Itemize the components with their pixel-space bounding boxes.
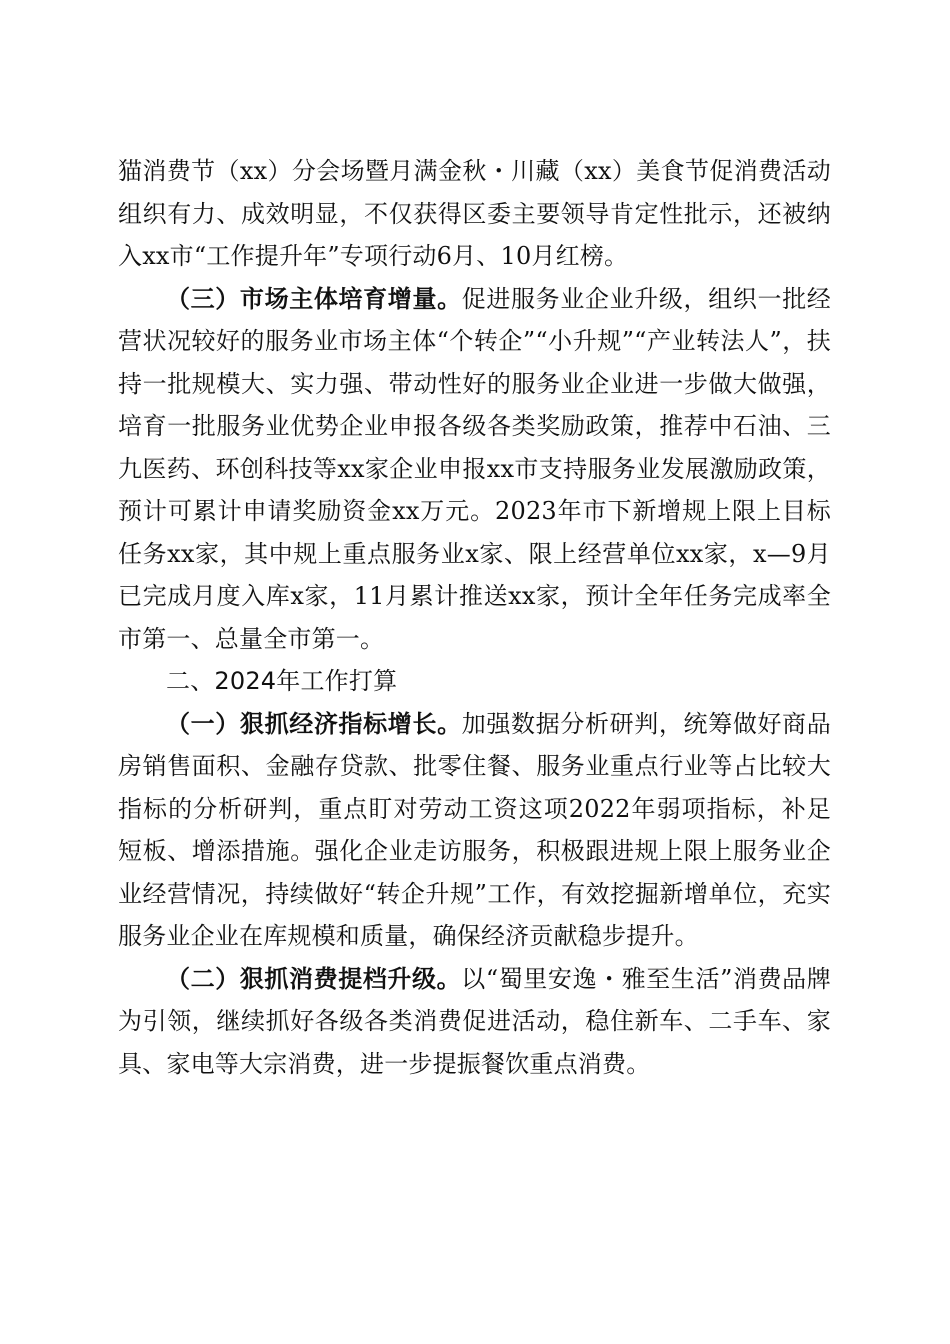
- paragraph-continued: [118, 150, 831, 278]
- paragraph-text: 促进服务业企业升级，组织一批经营状况较好的服务业市场主体“个转企”“小升规”“产业转法人”，扶持一批规模大、实力强、带动性好的服务业企业进一步做大做强，培育一批服务业优势企业申报各级各类奖励政策，推荐中石油、三九医药、环创科技等xx家企业申报xx市支持服务业发展激励政策，预计可累计申请奖励资金xx万元。2023年市下新增规上限上目标任务xx家，其中规上重点服务业x家、限上经营单位xx家，x—9月已完成月度入库x家，11月累计推送xx家，预计全年任务完成率全市第一、总量全市第一。: [118, 284, 831, 653]
- paragraph-consumption-upgrade: [118, 958, 831, 1086]
- paragraph-market-entities: [118, 278, 831, 661]
- paragraph-lead: （一）狠抓经济指标增长。: [166, 709, 462, 738]
- paragraph-text: 以“蜀里安逸・雅至生活”消费品牌为引领，继续抓好各级各类消费促进活动，稳住新车、二手车、家具、家电等大宗消费，进一步提振餐饮重点消费。: [118, 964, 831, 1078]
- paragraph-lead: （三）市场主体培育增量。: [166, 284, 462, 313]
- document-body: [118, 150, 831, 1085]
- paragraph-text: 加强数据分析研判，统筹做好商品房销售面积、金融存贷款、批零住餐、服务业重点行业等占比较大指标的分析研判，重点盯对劳动工资这项2022年弱项指标，补足短板、增添措施。强化企业走访服务，积极跟进规上限上服务业企业经营情况，持续做好“转企升规”工作，有效挖掘新增单位，充实服务业企业在库规模和质量，确保经济贡献稳步提升。: [118, 709, 831, 950]
- paragraph-lead: （二）狠抓消费提档升级。: [166, 964, 462, 993]
- section-heading: 二、2024年工作打算: [166, 667, 398, 695]
- paragraph-text: 猫消费节（xx）分会场暨月满金秋・川藏（xx）美食节促消费活动组织有力、成效明显，不仅获得区委主要领导肯定性批示，还被纳入xx市“工作提升年”专项行动6月、10月红榜。: [118, 157, 831, 270]
- paragraph-economic-indicators: [118, 703, 831, 958]
